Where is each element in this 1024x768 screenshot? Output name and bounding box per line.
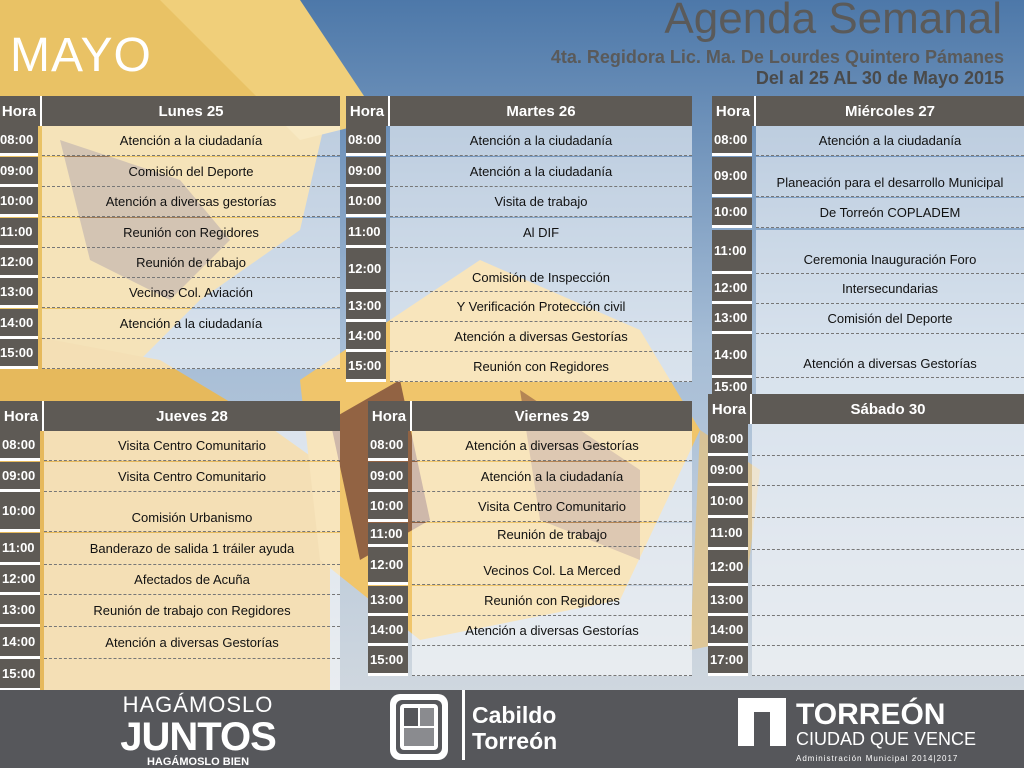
activity-cell: Atención a diversas Gestorías	[756, 334, 1024, 378]
activity-cell: Atención a diversas Gestorías	[44, 627, 340, 659]
time-cell: 15:00	[712, 378, 752, 398]
schedule-row	[346, 352, 692, 382]
schedule-row	[346, 322, 692, 352]
time-cell: 08:00	[0, 126, 38, 156]
hagamoslo-juntos-logo	[118, 690, 278, 768]
admin-municipal: Administración Municipal 2014|2017	[796, 754, 959, 763]
activity-cell: Atención a diversas Gestorías	[412, 431, 692, 461]
time-cell: 12:00	[346, 248, 386, 292]
schedule-row	[708, 456, 1024, 486]
time-cell: 14:00	[0, 309, 38, 339]
activity-cell: Reunión de trabajo	[42, 248, 340, 278]
schedule-row	[708, 616, 1024, 646]
time-cell: 09:00	[708, 456, 748, 486]
juntos-text: JUNTOS	[120, 715, 276, 759]
hora-header: Hora	[708, 394, 752, 424]
time-cell: 08:00	[0, 431, 40, 461]
activity-cell: Comisión del Deporte	[42, 157, 340, 187]
schedule-row	[708, 518, 1024, 550]
day-table-sabado	[708, 394, 1024, 678]
schedule-row	[712, 304, 1024, 334]
time-cell: 11:00	[0, 533, 40, 565]
time-cell: 10:00	[0, 187, 38, 217]
schedule-row	[0, 462, 340, 492]
activity-cell: Atención a la ciudadanía	[390, 126, 692, 156]
activity-cell	[412, 646, 692, 676]
time-cell: 15:00	[368, 646, 408, 676]
schedule-row	[368, 523, 692, 547]
schedule-row	[346, 187, 692, 217]
cabildo-torreon-logo	[472, 702, 557, 754]
schedule-row	[708, 646, 1024, 676]
schedule-row	[346, 157, 692, 187]
hagamoslo-bien-text: HAGÁMOSLO BIEN	[146, 756, 250, 768]
time-cell: 10:00	[0, 492, 40, 532]
activity-cell: Al DIF	[390, 218, 692, 248]
activity-cell: Atención a la ciudadanía	[42, 126, 340, 156]
day-header	[368, 401, 692, 431]
activity-cell: Visita Centro Comunitario	[44, 431, 340, 461]
schedule-row	[0, 309, 340, 339]
time-cell: 10:00	[712, 198, 752, 228]
time-cell: 13:00	[346, 292, 386, 322]
schedule-row	[368, 462, 692, 492]
time-cell: 08:00	[712, 126, 752, 156]
time-cell: 14:00	[708, 616, 748, 646]
schedule-row	[0, 218, 340, 248]
day-table-miercoles	[712, 96, 1024, 396]
activity-cell	[42, 339, 340, 369]
schedule-row	[368, 547, 692, 585]
schedule-row	[346, 218, 692, 248]
time-cell: 10:00	[708, 486, 748, 518]
time-cell: 13:00	[0, 278, 38, 308]
activity-cell: Intersecundarias	[756, 274, 1024, 304]
hora-header: Hora	[0, 96, 42, 126]
subtitle-regidora: 4ta. Regidora Lic. Ma. De Lourdes Quintero Pámanes	[550, 47, 1004, 67]
schedule-row	[0, 492, 340, 532]
day-table-viernes	[368, 401, 692, 677]
time-cell: 11:00	[346, 218, 386, 248]
schedule-row	[712, 157, 1024, 197]
day-table-jueves	[0, 401, 340, 691]
time-cell: 12:00	[708, 550, 748, 586]
activity-cell	[44, 659, 340, 691]
schedule-row	[0, 627, 340, 659]
schedule-row	[0, 659, 340, 691]
activity-cell	[752, 424, 1024, 456]
activity-cell: Comisión Urbanismo	[44, 492, 340, 532]
activity-cell: De Torreón COPLADEM	[756, 198, 1024, 228]
activity-cell	[752, 616, 1024, 646]
activity-cell: Planeación para el desarrollo Municipal	[756, 157, 1024, 197]
day-name: Martes 26	[506, 102, 576, 120]
time-cell: 10:00	[368, 492, 408, 522]
time-cell: 12:00	[368, 547, 408, 585]
day-name: Lunes 25	[158, 102, 224, 120]
schedule-row	[708, 424, 1024, 456]
day-header	[712, 96, 1024, 126]
time-cell: 15:00	[346, 352, 386, 382]
hagamoslo-text: HAGÁMOSLO	[122, 692, 274, 717]
divider-bar	[462, 690, 465, 760]
schedule-row	[708, 550, 1024, 586]
day-table-lunes	[0, 96, 340, 371]
schedule-row	[0, 339, 340, 369]
hora-header: Hora	[368, 401, 412, 431]
day-name: Miércoles 27	[844, 102, 936, 120]
activity-cell: Ceremonia Inauguración Foro	[756, 230, 1024, 274]
time-cell: 10:00	[346, 187, 386, 217]
time-cell: 08:00	[368, 431, 408, 461]
activity-cell: Vecinos Col. Aviación	[42, 278, 340, 308]
torreon-text: Torreón	[472, 728, 558, 754]
torreon-ciudad-logo	[796, 700, 976, 763]
activity-cell: Comisión del Deporte	[756, 304, 1024, 334]
activity-cell: Vecinos Col. La Merced	[412, 547, 692, 585]
time-cell: 11:00	[0, 218, 38, 248]
time-cell: 09:00	[346, 157, 386, 187]
activity-cell	[752, 646, 1024, 676]
time-cell: 14:00	[0, 627, 40, 659]
time-cell: 12:00	[0, 248, 38, 278]
schedule-row	[368, 616, 692, 646]
schedule-row	[0, 595, 340, 627]
activity-cell	[752, 518, 1024, 550]
date-range: Del al 25 AL 30 de Mayo 2015	[755, 68, 1004, 88]
activity-cell: Reunión con Regidores	[42, 218, 340, 248]
schedule-row	[708, 486, 1024, 518]
activity-cell: Atención a diversas Gestorías	[390, 322, 692, 352]
day-header	[0, 96, 340, 126]
activity-cell: Reunión con Regidores	[390, 352, 692, 382]
day-header	[708, 394, 1024, 424]
activity-cell: Atención a diversas gestorías	[42, 187, 340, 217]
activity-cell: Atención a diversas Gestorías	[412, 616, 692, 646]
day-header	[346, 96, 692, 126]
activity-cell: Atención a la ciudadanía	[390, 157, 692, 187]
coat-of-arms-icon	[388, 692, 450, 762]
activity-cell: Reunión con Regidores	[412, 586, 692, 616]
activity-cell: Atención a la ciudadanía	[42, 309, 340, 339]
ciudad-que-vence: CIUDAD QUE VENCE	[796, 729, 977, 749]
time-cell: 08:00	[708, 424, 748, 456]
time-cell: 08:00	[346, 126, 386, 156]
schedule-row	[0, 278, 340, 308]
activity-cell: Banderazo de salida 1 tráiler ayuda	[44, 533, 340, 565]
day-name: Viernes 29	[514, 407, 590, 425]
schedule-row	[0, 248, 340, 278]
day-name: Sábado 30	[850, 400, 926, 418]
activity-cell: Y Verificación Protección civil	[390, 292, 692, 322]
time-cell: 12:00	[0, 565, 40, 595]
time-cell: 12:00	[712, 274, 752, 304]
time-cell: 09:00	[0, 462, 40, 492]
schedule-row	[0, 533, 340, 565]
activity-cell	[752, 586, 1024, 616]
time-cell: 13:00	[0, 595, 40, 627]
schedule-row	[0, 431, 340, 461]
activity-cell	[752, 486, 1024, 518]
hora-header: Hora	[346, 96, 390, 126]
day-name: Jueves 28	[156, 407, 228, 425]
time-cell: 11:00	[708, 518, 748, 550]
schedule-row	[346, 292, 692, 322]
activity-cell: Atención a la ciudadanía	[756, 126, 1024, 156]
activity-cell: Comisión de Inspección	[390, 248, 692, 292]
activity-cell	[752, 550, 1024, 586]
hora-header: Hora	[0, 401, 44, 431]
activity-cell: Visita Centro Comunitario	[44, 462, 340, 492]
schedule-row	[0, 187, 340, 217]
time-cell: 13:00	[368, 586, 408, 616]
time-cell: 14:00	[346, 322, 386, 352]
time-cell: 15:00	[0, 339, 38, 369]
day-header	[0, 401, 340, 431]
schedule-row	[368, 431, 692, 461]
schedule-row	[712, 126, 1024, 156]
schedule-row	[346, 126, 692, 156]
torreon-logo-icon	[738, 698, 786, 746]
activity-cell: Visita de trabajo	[390, 187, 692, 217]
hora-header: Hora	[712, 96, 756, 126]
day-table-martes	[346, 96, 692, 382]
page-title: Agenda Semanal	[664, 0, 1002, 43]
time-cell: 09:00	[0, 157, 38, 187]
schedule-row	[346, 248, 692, 292]
schedule-row	[368, 586, 692, 616]
schedule-row	[712, 198, 1024, 228]
activity-cell: Afectados de Acuña	[44, 565, 340, 595]
schedule-row	[0, 565, 340, 595]
schedule-row	[368, 646, 692, 676]
schedule-row	[368, 492, 692, 522]
time-cell: 11:00	[712, 230, 752, 274]
activity-cell: Reunión de trabajo	[412, 523, 692, 547]
schedule-row	[708, 586, 1024, 616]
torreon-wordmark: TORREÓN	[796, 698, 946, 731]
schedule-row	[0, 157, 340, 187]
time-cell: 13:00	[712, 304, 752, 334]
activity-cell: Visita Centro Comunitario	[412, 492, 692, 522]
time-cell: 14:00	[712, 334, 752, 378]
activity-cell	[752, 456, 1024, 486]
schedule-row	[712, 274, 1024, 304]
month-label: MAYO	[10, 29, 152, 82]
time-cell: 11:00	[368, 523, 408, 547]
time-cell: 14:00	[368, 616, 408, 646]
schedule-row	[712, 230, 1024, 274]
activity-cell: Atención a la ciudadanía	[412, 462, 692, 492]
cabildo-text: Cabildo	[472, 702, 557, 728]
time-cell: 09:00	[368, 462, 408, 492]
time-cell: 17:00	[708, 646, 748, 676]
time-cell: 15:00	[0, 659, 40, 691]
activity-cell: Reunión de trabajo con Regidores	[44, 595, 340, 627]
schedule-row	[712, 334, 1024, 378]
time-cell: 09:00	[712, 157, 752, 197]
schedule-row	[0, 126, 340, 156]
time-cell: 13:00	[708, 586, 748, 616]
